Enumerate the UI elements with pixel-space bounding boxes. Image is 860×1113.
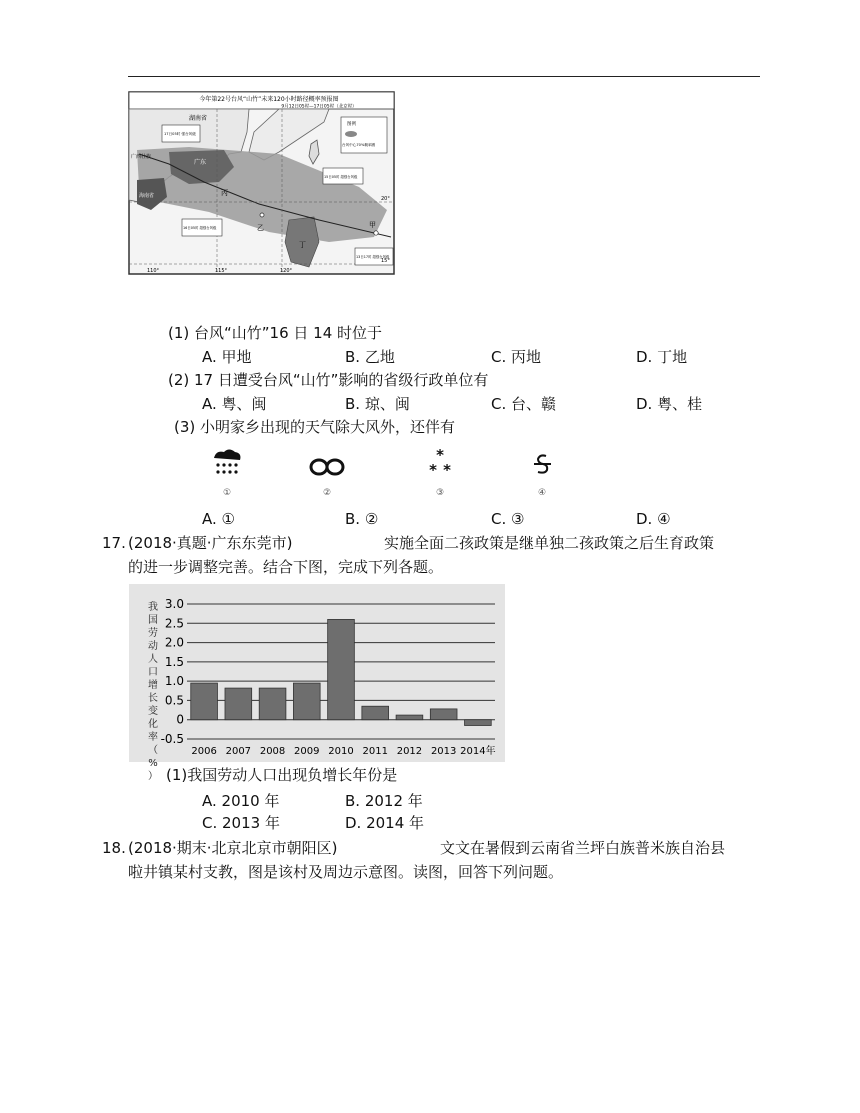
map-title: 今年第22号台风“山竹”未来120小时路径概率预报图 [199,96,339,103]
typhoon-track-map [129,92,394,274]
q16-3-option-b[interactable]: B. ② [345,510,379,528]
q16-2-option-b[interactable]: B. 琼、闽 [345,395,410,413]
label-hunan: 湖南省 [189,115,208,122]
svg-text:*: * [429,461,437,479]
y-tick-label: 2.5 [164,616,184,631]
bar-2014年 [465,720,492,726]
haze-icon [311,460,343,474]
q18-number: 18. [102,839,126,857]
q18-intro-line2: 啦井镇某村支教，图是该村及周边示意图。读图，回答下列问题。 [128,863,564,881]
q16-1-option-d[interactable]: D. 丁地 [636,348,688,366]
svg-text:*: * [443,461,451,479]
q17-1-option-b[interactable]: B. 2012 年 [345,792,423,810]
q16-2-option-a[interactable]: A. 粤、闽 [202,395,267,413]
label-guangdong: 广东 [194,159,207,166]
sandstorm-icon [534,455,551,472]
q16-3-option-a[interactable]: A. ① [202,510,235,528]
q16-1-stem: (1) 台风“山竹”16 日 14 时位于 [168,324,383,342]
q16-1-option-c[interactable]: C. 丙地 [491,348,542,366]
x-tick-label: 2007 [225,746,252,757]
label-ding: 丁 [299,241,306,249]
bar-2008 [259,688,286,720]
bar-2009 [293,683,320,720]
q17-1-option-a[interactable]: A. 2010 年 [202,792,280,810]
y-tick-label: 1.5 [164,654,184,669]
q17-1-option-c[interactable]: C. 2013 年 [202,814,280,832]
q17-source: (2018·真题·广东东莞市) [128,534,293,552]
rain-shower-icon [214,450,240,474]
svg-text:*: * [436,446,444,464]
q17-intro-line1: 实施全面二孩政策是继单独二孩政策之后生育政策 [384,534,715,552]
snow-icon [429,446,451,479]
q17-number: 17. [102,534,126,552]
q16-2-option-c[interactable]: C. 台、赣 [491,395,557,413]
chart-y-axis-label: 我国劳动人口增长变化率（%） [148,602,158,782]
label-jia: 甲 [369,221,376,229]
label-guangxi: 广西壮族 [131,154,152,160]
symbol-label-3: ③ [435,488,445,498]
lon-115: 115° [215,268,228,274]
callout-13: 13日17时 超强台风级 [356,255,390,259]
bar-2012 [396,715,423,720]
q17-1-stem: (1)我国劳动人口出现负增长年份是 [166,766,398,784]
label-yi: 乙 [257,224,264,232]
y-tick-label: 0 [176,712,184,727]
q16-1-option-b[interactable]: B. 乙地 [345,348,395,366]
q17-1-option-d[interactable]: D. 2014 年 [345,814,425,832]
lon-110: 110° [147,268,160,274]
x-tick-label: 2014年 [460,746,496,757]
bar-2007 [225,688,252,720]
callout-17: 17日05时 强台风级 [164,132,196,136]
q16-2-stem: (2) 17 日遭受台风“山竹”影响的省级行政单位有 [168,371,489,389]
legend-item: 台风中心70%概率圈 [342,143,376,147]
label-bing: 丙 [221,189,228,197]
bar-2010 [328,619,355,719]
lat-15: 15° [381,258,390,264]
y-tick-label: 2.0 [164,635,184,650]
q16-3-stem: (3) 小明家乡出现的天气除大风外，还伴有 [174,418,456,436]
bar-2006 [191,683,218,720]
q16-3-option-c[interactable]: C. ③ [491,510,525,528]
label-hainan: 海南省 [139,193,155,199]
x-tick-label: 2009 [294,746,320,757]
bar-2013 [430,709,457,720]
x-tick-label: 2012 [396,746,423,757]
y-tick-label: 0.5 [164,693,184,708]
x-tick-label: 2008 [259,746,286,757]
lon-120: 120° [280,268,293,274]
y-tick-label: -0.5 [160,732,184,746]
header-rule [128,76,760,77]
q16-1-option-a[interactable]: A. 甲地 [202,348,252,366]
lat-20: 20° [381,196,390,202]
legend-title: 图例 [347,122,356,127]
symbol-label-4: ④ [537,488,547,498]
x-tick-label: 2011 [362,746,388,757]
bar-2011 [362,706,389,720]
map-subtitle: 9月12日05时—17日05时（北京时） [281,104,357,110]
x-tick-label: 2010 [328,746,354,757]
symbol-label-2: ② [322,488,332,498]
x-tick-label: 2013 [430,746,457,757]
q16-3-option-d[interactable]: D. ④ [636,510,671,528]
callout-16: 16日05时 超强台风级 [183,226,217,230]
symbol-label-1: ① [222,488,232,498]
callout-15: 15日05时 超强台风级 [324,175,358,179]
q18-source: (2018·期末·北京北京市朝阳区) [128,839,338,857]
q18-intro-line1: 文文在暑假到云南省兰坪白族普米族自治县 [440,839,726,857]
weather-symbols [200,444,560,500]
y-tick-label: 3.0 [164,597,184,611]
y-tick-label: 1.0 [164,674,184,689]
x-tick-label: 2006 [191,746,217,757]
q17-intro-line2: 的进一步调整完善。结合下图，完成下列各题。 [128,558,444,576]
q16-2-option-d[interactable]: D. 粤、桂 [636,395,703,413]
